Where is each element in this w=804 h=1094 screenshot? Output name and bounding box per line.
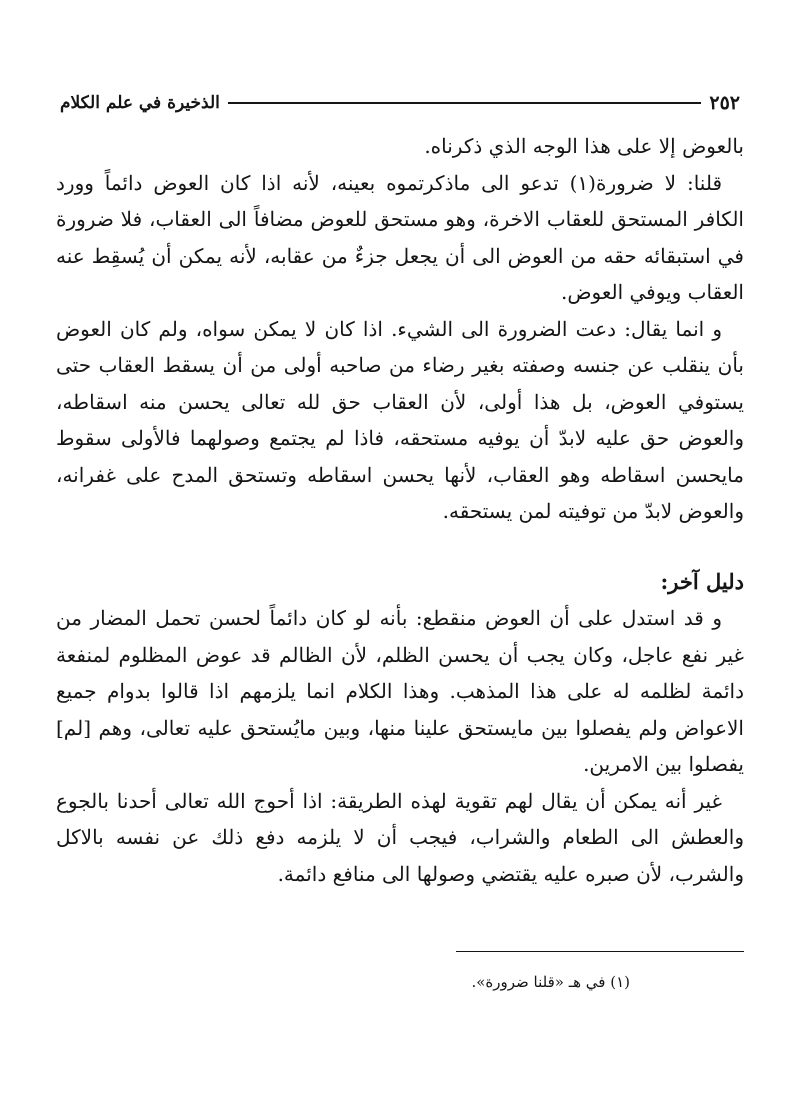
header-rule <box>228 102 702 104</box>
paragraph: بالعوض إلا على هذا الوجه الذي ذكرناه. <box>424 134 744 158</box>
section-heading: دليل آخر: <box>660 568 744 594</box>
running-header <box>60 86 740 120</box>
section-gap <box>56 530 744 564</box>
page-number: ٢٥٢ <box>709 92 740 114</box>
main-text <box>56 128 744 892</box>
paragraph: و قد استدل على أن العوض منقطع: بأنه لو كان دائماً لحسن تحمل المضار من غير نفع عاجل، وكان يجب أن يحسن الظلم، لأن الظالم قد عوض المظلوم لمنفعة دائمة لظلمه له على هذا المذهب. وهذا الكلام انما يلزمهم اذا قالوا بدوام جميع الاعواض ولم يفصلوا بين مايستحق علينا منها، وبين مايُستحق عليه تعالى، وهم [لم] يفصلوا بين الامرين. <box>56 606 744 776</box>
footnote-divider <box>456 951 744 952</box>
paragraph: غير أنه يمكن أن يقال لهم تقوية لهذه الطريقة: اذا أحوج الله تعالى أحدنا بالجوع والعطش الى الطعام والشراب، فيجب أن لا يلزمه دفع ذلك عن نفسه بالاكل والشرب، لأن صبره عليه يقتضي وصولها الى منافع دائمة. <box>56 788 744 886</box>
paragraph: قلنا: لا ضرورة(١) تدعو الى ماذكرتموه بعينه، لأنه اذا كان العوض دائماً وورد الكافر المستحق للعقاب الاخرة، وهو مستحق للعوض مضافاً الى العقاب، فلا ضرورة في استبقائه حقه من العوض الى أن يجعل جزءٌ من عقابه، لأنه يمكن أن يُسقِط عنه العقاب ويوفي العوض. <box>56 170 744 304</box>
running-title: الذخيرة في علم الكلام <box>60 93 220 113</box>
footnote: (١) في هـ «قلنا ضرورة». <box>471 973 630 991</box>
paragraph: و انما يقال: دعت الضرورة الى الشيء. اذا كان لا يمكن سواه، ولم كان العوض بأن ينقلب عن جنسه وصفته بغير رضاء من صاحبه أولى من أن يسقط العقاب حتى يستوفي العوض، بل هذا أولى، لأن العقاب حق لله تعالى يحسن منه اسقاطه، والعوض حق عليه لابدّ أن يوفيه مستحقه، فاذا لم يجتمع وصولهما فالأولى سقوط مايحسن اسقاطه وهو العقاب، لأنها يحسن اسقاطه وتستحق المدح على غفرانه، والعوض لابدّ من توفيته لمن يستحقه. <box>56 316 744 523</box>
